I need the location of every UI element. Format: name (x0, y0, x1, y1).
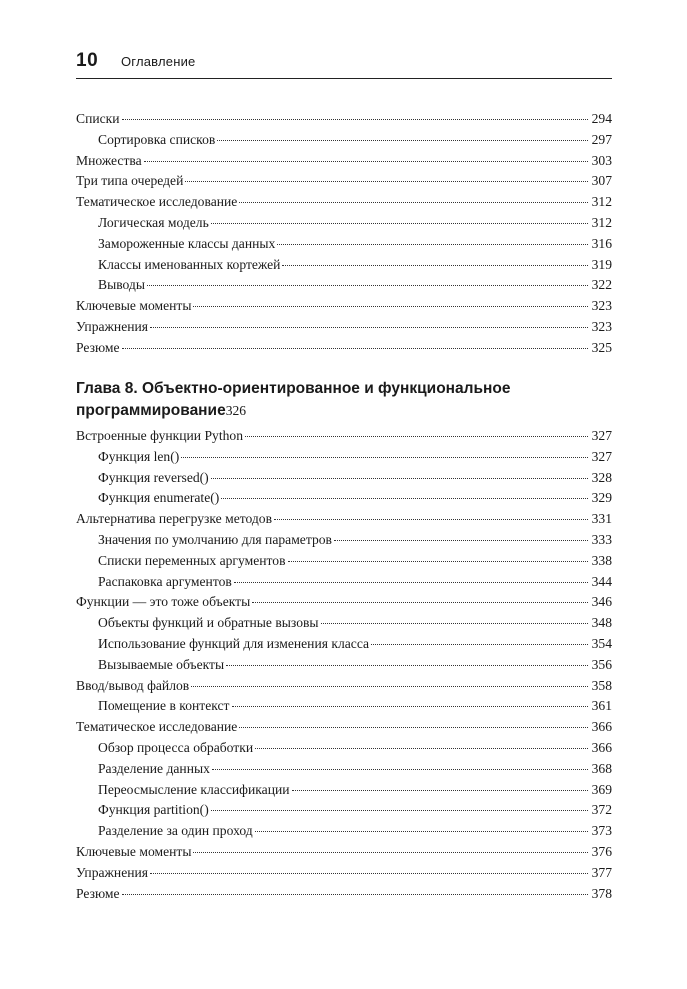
dot-leader (122, 347, 588, 349)
dot-leader (255, 830, 588, 832)
toc-entry-page: 366 (591, 740, 612, 755)
toc-entry-page: 316 (591, 235, 612, 251)
toc-entry-title: Упражнения (76, 864, 149, 880)
toc-entry-page: 373 (591, 823, 612, 839)
toc-entry-page: 361 (591, 698, 612, 714)
toc-entry-title: Функции — это тоже объекты (76, 594, 251, 610)
dot-leader (144, 160, 588, 162)
toc-entry-page: 376 (591, 844, 612, 859)
toc-entry-title: Использование функций для изменения класса (98, 636, 370, 651)
toc-entry[interactable] (76, 233, 612, 254)
toc-entry[interactable] (76, 425, 612, 446)
toc-entry-title: Сортировка списков (98, 131, 216, 147)
toc-entry-page: 338 (591, 552, 612, 568)
running-title: Оглавление (121, 54, 196, 69)
toc-entry-page: 319 (591, 256, 612, 272)
toc-entry-title: Тематическое исследование (76, 194, 238, 210)
toc-entry[interactable] (76, 571, 612, 592)
toc-entry-title: Функция partition() (98, 802, 209, 818)
dot-leader (181, 456, 587, 458)
toc-entry-title: Значения по умолчанию для параметров (98, 532, 332, 547)
toc-entry[interactable] (76, 862, 612, 883)
toc-entry[interactable] (76, 820, 612, 841)
toc-entry-title: Помещение в контекст (98, 698, 230, 714)
toc-entry-title: Разделение данных (98, 760, 210, 776)
toc-entry-title: Упражнения (76, 319, 149, 334)
toc-entry-page: 312 (591, 194, 612, 210)
toc-entry-title: Ключевые моменты (76, 844, 192, 859)
dot-leader (234, 581, 588, 583)
dot-leader (211, 477, 588, 479)
dot-leader (185, 180, 587, 182)
toc-entry[interactable] (76, 316, 612, 337)
dot-leader (321, 622, 588, 624)
chapter-entry[interactable] (76, 400, 612, 422)
toc-entry-page: 323 (591, 319, 612, 334)
toc-entry-title: Альтернатива перегрузке методов (76, 511, 273, 527)
toc-entry[interactable] (76, 191, 612, 212)
toc-entry-title: Множества (76, 152, 142, 168)
toc-entry-page: 344 (591, 573, 612, 589)
dot-leader (334, 539, 588, 541)
toc-entry[interactable] (76, 779, 612, 800)
toc-entry[interactable] (76, 487, 612, 508)
toc-entry[interactable] (76, 654, 612, 675)
toc-entry[interactable] (76, 737, 612, 758)
toc-entry-page: 327 (591, 428, 612, 443)
dot-leader (150, 326, 588, 328)
dot-leader (193, 305, 587, 307)
toc-entry-page: 377 (591, 864, 612, 880)
toc-entry-title: Разделение за один проход (98, 823, 253, 839)
dot-leader (239, 201, 587, 203)
toc-entry-title: Резюме (76, 339, 120, 355)
dot-leader (371, 643, 588, 645)
toc-entry-page: 372 (591, 802, 612, 818)
toc-entry-title: Вызываемые объекты (98, 656, 225, 672)
toc-entry-page: 322 (591, 277, 612, 293)
dot-leader (277, 243, 587, 245)
toc-entry-page: 366 (591, 719, 612, 735)
toc-entry-title: Тематическое исследование (76, 719, 238, 735)
dot-leader (191, 685, 587, 687)
toc-entry-page: 312 (591, 215, 612, 230)
toc-entry-title: Три типа очередей (76, 173, 184, 189)
chapter-page: 326 (225, 403, 247, 418)
toc-entry[interactable] (76, 254, 612, 275)
toc-entry[interactable] (76, 633, 612, 654)
dot-leader (288, 560, 588, 562)
toc-entry-page: 303 (591, 152, 612, 168)
dot-leader (150, 872, 588, 874)
toc-entry[interactable] (76, 799, 612, 820)
toc-entry-title: Списки (76, 111, 120, 126)
toc-entry-page: 369 (591, 781, 612, 797)
toc-entry[interactable] (76, 716, 612, 737)
toc-entry[interactable] (76, 446, 612, 467)
toc-entry[interactable] (76, 170, 612, 191)
toc-entry[interactable] (76, 550, 612, 571)
dot-leader (274, 518, 588, 520)
toc-entry[interactable] (76, 108, 612, 129)
chapter-title-line2: программирование (76, 402, 226, 419)
toc-entry-page: 294 (591, 111, 612, 126)
toc-entry-title: Выводы (98, 277, 145, 293)
toc-entry-page: 358 (591, 677, 612, 693)
toc-entry-page: 348 (591, 615, 612, 631)
dot-leader (122, 118, 588, 120)
toc-entry-title: Списки переменных аргументов (98, 552, 286, 568)
toc-entry-title: Функция enumerate() (98, 490, 220, 506)
toc-entry[interactable] (76, 612, 612, 633)
toc-entry[interactable] (76, 841, 612, 862)
dot-leader (212, 768, 588, 770)
toc-entry[interactable] (76, 883, 612, 904)
toc-entry-title: Объекты функций и обратные вызовы (98, 615, 319, 631)
toc-entry-page: 333 (591, 532, 612, 547)
toc-entry-page: 331 (591, 511, 612, 527)
toc-entry[interactable] (76, 295, 612, 316)
toc-entry[interactable] (76, 274, 612, 295)
dot-leader (211, 809, 588, 811)
toc-entry-title: Встроенные функции Python (76, 428, 244, 443)
toc-entry-page: 378 (591, 885, 612, 901)
dot-leader (239, 726, 587, 728)
toc-entry-page: 297 (591, 131, 612, 147)
toc-entry-page: 323 (591, 298, 612, 314)
dot-leader (252, 601, 587, 603)
dot-leader (211, 222, 588, 224)
toc-entry[interactable] (76, 508, 612, 529)
toc-entry-page: 329 (591, 490, 612, 506)
page-header (76, 48, 612, 79)
toc-entry-title: Распаковка аргументов (98, 573, 232, 589)
toc-entry-page: 328 (591, 469, 612, 485)
toc-entry[interactable] (76, 129, 612, 150)
toc-entry[interactable] (76, 758, 612, 779)
toc-entry-title: Замороженные классы данных (98, 235, 276, 251)
dot-leader (282, 264, 587, 266)
toc-entry[interactable] (76, 695, 612, 716)
toc-entry-title: Ключевые моменты (76, 298, 192, 314)
dot-leader (217, 139, 587, 141)
toc-entry[interactable] (76, 212, 612, 233)
toc-entry-page: 354 (591, 636, 612, 651)
toc-entry-title: Функция len() (98, 448, 180, 464)
toc-entry[interactable] (76, 467, 612, 488)
page-number: 10 (76, 50, 99, 71)
toc-entry[interactable] (76, 591, 612, 612)
toc-entry-title: Резюме (76, 885, 120, 901)
dot-leader (232, 705, 588, 707)
toc-entry[interactable] (76, 150, 612, 171)
dot-leader (226, 664, 587, 666)
dot-leader (255, 747, 588, 749)
toc-entry-title: Обзор процесса обработки (98, 740, 254, 755)
toc-entry-page: 325 (591, 339, 612, 355)
toc-entry-page: 327 (591, 448, 612, 464)
dot-leader (147, 284, 588, 286)
toc-entry[interactable] (76, 337, 612, 358)
toc-entry-title: Ввод/вывод файлов (76, 677, 190, 693)
toc-entry-page: 307 (591, 173, 612, 189)
chapter-title-line1: Глава 8. Объектно-ориентированное и функциональное (76, 380, 511, 397)
toc-entry[interactable] (76, 675, 612, 696)
dot-leader (122, 893, 588, 895)
toc-entry-page: 356 (591, 656, 612, 672)
dot-leader (193, 851, 587, 853)
toc-entry-page: 346 (591, 594, 612, 610)
dot-leader (292, 789, 588, 791)
toc-entry-title: Логическая модель (98, 215, 209, 230)
toc-entry-page: 368 (591, 760, 612, 776)
dot-leader (245, 435, 588, 437)
toc-entry[interactable] (76, 529, 612, 550)
toc-entry-title: Переосмысление классификации (98, 781, 290, 797)
toc-entry-title: Функция reversed() (98, 469, 209, 485)
toc-entry-title: Классы именованных кортежей (98, 256, 281, 272)
dot-leader (221, 497, 587, 499)
